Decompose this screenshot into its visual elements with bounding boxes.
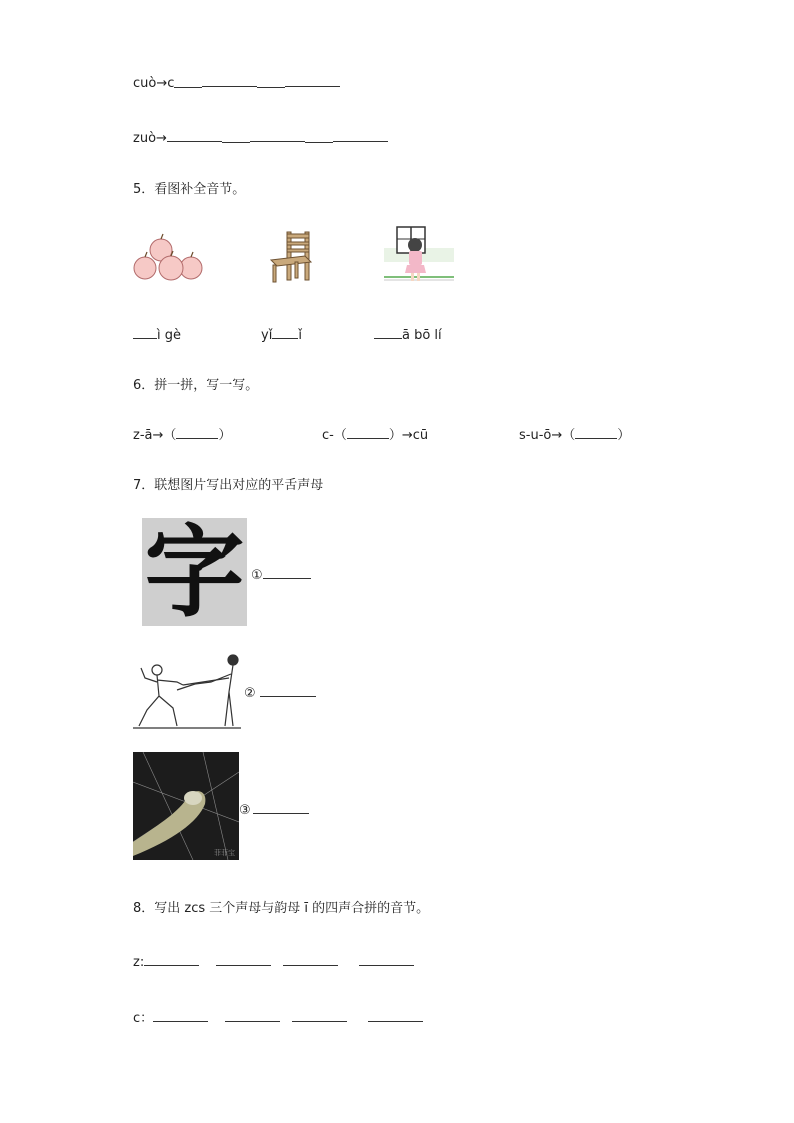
answer-blank[interactable] <box>333 129 388 142</box>
answer-blank[interactable] <box>253 801 309 814</box>
q8-row-label: c： <box>133 1011 154 1026</box>
connector-dash <box>222 135 250 143</box>
apples-picture <box>133 232 203 286</box>
q5-item-glass <box>374 326 442 343</box>
q7-heading: 7．联想图片写出对应的平舌声母 <box>133 478 324 493</box>
answer-blank[interactable] <box>216 953 271 966</box>
fencing-picture <box>133 648 241 730</box>
q4-row-zuo <box>133 129 388 146</box>
answer-blank[interactable] <box>263 566 311 579</box>
silkworm-drawing <box>133 752 239 860</box>
q5-item-apples <box>133 326 181 343</box>
q5-item-chair <box>261 326 302 343</box>
q5-item-text: ǐ <box>298 328 302 343</box>
answer-blank[interactable] <box>285 74 340 87</box>
answer-blank[interactable] <box>575 426 617 439</box>
marker-1: ① <box>251 568 263 583</box>
q8-row-c <box>133 1007 423 1026</box>
q5-item-text: yǐ <box>261 328 273 343</box>
answer-blank[interactable] <box>347 426 389 439</box>
q6-item-1 <box>133 424 231 443</box>
answer-blank[interactable] <box>225 1009 280 1022</box>
q6-left: z-ā→（ <box>133 428 177 443</box>
q4-row-cuo <box>133 74 340 91</box>
character-zi-picture <box>142 518 247 626</box>
q6-left: s-u-ō→（ <box>519 428 576 443</box>
silkworm-picture <box>133 752 239 860</box>
answer-blank[interactable] <box>260 684 316 697</box>
q7-answer-1 <box>251 566 311 583</box>
q6-right: ） <box>218 428 232 443</box>
q7-answer-3 <box>239 801 309 818</box>
q4-row2-prefix: zuò→ <box>133 131 167 146</box>
q6-right: ） <box>617 428 631 443</box>
q5-item-text: ì gè <box>157 328 181 343</box>
q5-heading: 5．看图补全音节。 <box>133 182 246 197</box>
q6-item-2 <box>322 424 428 443</box>
q6-heading: 6．拼一拼，写一写。 <box>133 378 259 393</box>
q8-row-label: z: <box>133 955 145 970</box>
q8-heading: 8．写出 zcs 三个声母与韵母 ī 的四声合拼的音节。 <box>133 901 430 916</box>
answer-blank[interactable] <box>283 953 338 966</box>
girl-window-picture <box>384 225 454 287</box>
answer-blank[interactable] <box>176 426 218 439</box>
character-zi: 字 <box>144 518 245 626</box>
q5-item-text: ā bō lí <box>402 328 442 343</box>
answer-blank[interactable] <box>167 129 222 142</box>
q4-row1-prefix: cuò→c <box>133 76 175 91</box>
answer-blank[interactable] <box>272 326 298 339</box>
answer-blank[interactable] <box>374 326 402 339</box>
marker-3: ③ <box>239 803 251 818</box>
marker-2: ② <box>244 686 256 701</box>
connector-dash <box>257 80 285 88</box>
answer-blank[interactable] <box>133 326 157 339</box>
answer-blank[interactable] <box>250 129 305 142</box>
q8-row-z <box>133 953 414 970</box>
chair-picture <box>265 230 313 284</box>
answer-blank[interactable] <box>144 953 199 966</box>
answer-blank[interactable] <box>202 74 257 87</box>
connector-dash <box>174 80 202 88</box>
watermark: 菲菲宝 <box>214 849 235 857</box>
connector-dash <box>305 135 333 143</box>
answer-blank[interactable] <box>359 953 414 966</box>
answer-blank[interactable] <box>368 1009 423 1022</box>
q7-answer-2 <box>244 684 316 701</box>
q6-right: ）→cū <box>388 428 429 443</box>
q6-item-3 <box>519 424 630 443</box>
answer-blank[interactable] <box>292 1009 347 1022</box>
answer-blank[interactable] <box>153 1009 208 1022</box>
q6-left: c-（ <box>322 428 347 443</box>
